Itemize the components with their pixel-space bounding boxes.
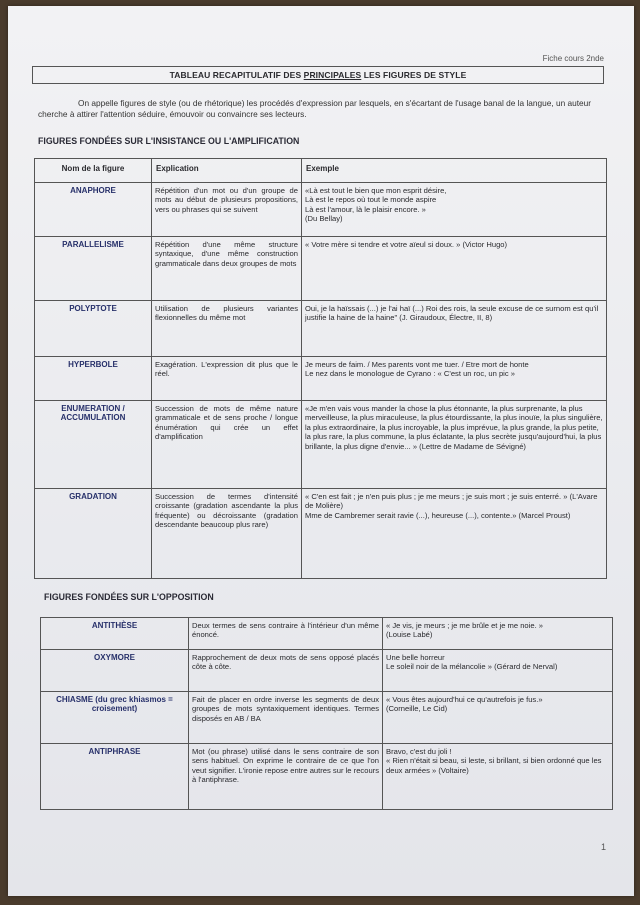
example-line: (Louise Labé) [386, 630, 433, 640]
figure-explanation: Répétition d'une même structure syntaxique, d'une même construction grammaticale dans deux groupes de mots [152, 237, 302, 301]
example-line: (Du Bellay) [305, 214, 343, 224]
col-header-explanation: Explication [152, 159, 302, 183]
figure-example [383, 618, 613, 650]
table-row [35, 357, 607, 401]
figure-example [383, 692, 613, 744]
example-line: Là est l'amour, là le plaisir encore. » [305, 204, 426, 214]
figure-example [302, 401, 607, 489]
figure-explanation: Utilisation de plusieurs variantes flexionnelles du même mot [152, 301, 302, 357]
figure-name: ANTIPHRASE [41, 744, 189, 810]
table-row [41, 692, 613, 744]
example-line: Mme de Cambremer serait ravie (...), heureuse (...), contente.» (Marcel Proust) [305, 510, 571, 520]
figure-explanation: Fait de placer en ordre inverse les segments de deux groupes de mots syntaxiquement identiques. Termes disposés en AB / BA [189, 692, 383, 744]
figure-example [302, 301, 607, 357]
table-header-row [35, 159, 607, 183]
table-row [41, 744, 613, 810]
figure-explanation: Deux termes de sens contraire à l'intérieur d'un même énoncé. [189, 618, 383, 650]
figure-name: GRADATION [35, 489, 152, 579]
example-line: «Je m'en vais vous mander la chose la plus étonnante, la plus surprenante, la plus merveilleuse, la plus miraculeuse, la plus étourdissante, la plus inouïe, la plus singulière, la plus extraordinaire, la plus incroyable, la plus imprévue, la plus grande, la plus petite, la plus rare, la plus commune, la plus éclatante, la plus secrète jusqu'aujourd'hui, la plus brillante, la plus digne d'envie... » (Lettre de Madame de Sévigné) [305, 404, 603, 451]
example-line: (Corneille, Le Cid) [386, 704, 448, 714]
title-part-1: TABLEAU RECAPITULATIF DES [169, 70, 304, 80]
example-line: Le nez dans le monologue de Cyrano : « C'est un roc, un pic » [305, 369, 515, 379]
title-part-2: LES FIGURES DE STYLE [361, 70, 467, 80]
example-line: Oui, je la haïssais (...) je l'ai haï (...) Roi des rois, la seule excuse de ce surnom est qu'il justifie la haine de la haine" (J. Giraudoux, Électre, II, 8) [305, 304, 599, 323]
section-title-amplification: FIGURES FONDÉES SUR L'INSISTANCE OU L'AMPLIFICATION [38, 136, 300, 146]
section-title-opposition: FIGURES FONDÉES SUR L'OPPOSITION [44, 592, 214, 602]
figure-explanation: Mot (ou phrase) utilisé dans le sens contraire de son sens habituel. On exprime le contraire de ce que l'on veut signifier. L'ironie repose entre autres sur le recours à l'antiphrase. [189, 744, 383, 810]
figure-explanation: Exagération. L'expression dit plus que le réel. [152, 357, 302, 401]
example-line: « C'en est fait ; je n'en puis plus ; je me meurs ; je suis mort ; je suis enterré. » (L'Avare de Molière) [305, 492, 598, 511]
figure-explanation: Succession de termes d'intensité croissante (gradation ascendante la plus fréquente) ou décroissante (gradation descendante beaucoup plus rare) [152, 489, 302, 579]
figure-name: ANAPHORE [35, 183, 152, 237]
example-line: Le soleil noir de la mélancolie » (Gérard de Nerval) [386, 662, 558, 672]
example-line: Je meurs de faim. / Mes parents vont me tuer. / Etre mort de honte [305, 360, 529, 369]
course-label: Fiche cours 2nde [542, 54, 604, 63]
figure-name: OXYMORE [41, 650, 189, 692]
amplification-table [34, 158, 607, 579]
figure-example [383, 744, 613, 810]
figure-example [302, 489, 607, 579]
table-row [35, 237, 607, 301]
figure-name: HYPERBOLE [35, 357, 152, 401]
example-line: Bravo, c'est du joli ! [386, 747, 452, 756]
table-row [35, 401, 607, 489]
table-row [41, 650, 613, 692]
figure-name: PARALLELISME [35, 237, 152, 301]
table-row [41, 618, 613, 650]
title-underlined: PRINCIPALES [303, 70, 362, 80]
figure-explanation: Succession de mots de même nature grammaticale et de sens proche / longue énumération qui crée un effet d'amplification [152, 401, 302, 489]
figure-example [383, 650, 613, 692]
example-line: Là est le repos où tout le monde aspire [305, 195, 437, 205]
figure-example [302, 357, 607, 401]
intro-paragraph: On appelle figures de style (ou de rhétorique) les procédés d'expression par lesquels, en s'écartant de l'usage banal de la langue, un auteur cherche à attirer l'attention séduire, émouvoir ou convaincre ses lecteurs. [38, 98, 592, 119]
example-line: « Je vis, je meurs ; je me brûle et je me noie. » [386, 621, 544, 630]
document-title [32, 66, 604, 84]
example-line: Une belle horreur [386, 653, 445, 662]
page-number: 1 [600, 842, 606, 852]
col-header-name: Nom de la figure [35, 159, 152, 183]
figure-name: CHIASME (du grec khiasmos = croisement) [41, 692, 189, 744]
example-line: « Rien n'était si beau, si leste, si brillant, si bien ordonné que les deux armées » (Voltaire) [386, 756, 602, 775]
example-line: « Vous êtes aujourd'hui ce qu'autrefois je fus.» [386, 695, 543, 704]
col-header-example: Exemple [302, 159, 607, 183]
figure-name: POLYPTOTE [35, 301, 152, 357]
table-row [35, 489, 607, 579]
example-line: «Là est tout le bien que mon esprit désire, [305, 186, 447, 195]
example-line: « Votre mère si tendre et votre aïeul si doux. » (Victor Hugo) [305, 240, 508, 249]
figure-example [302, 183, 607, 237]
figure-name: ENUMERATION / ACCUMULATION [35, 401, 152, 489]
document-page [8, 6, 634, 896]
table-row [35, 183, 607, 237]
figure-explanation: Rapprochement de deux mots de sens opposé placés côte à côte. [189, 650, 383, 692]
figure-name: ANTITHÈSE [41, 618, 189, 650]
figure-example [302, 237, 607, 301]
opposition-table [40, 617, 613, 810]
figure-explanation: Répétition d'un mot ou d'un groupe de mots au début de plusieurs propositions, vers ou phrases qui se suivent [152, 183, 302, 237]
table-row [35, 301, 607, 357]
